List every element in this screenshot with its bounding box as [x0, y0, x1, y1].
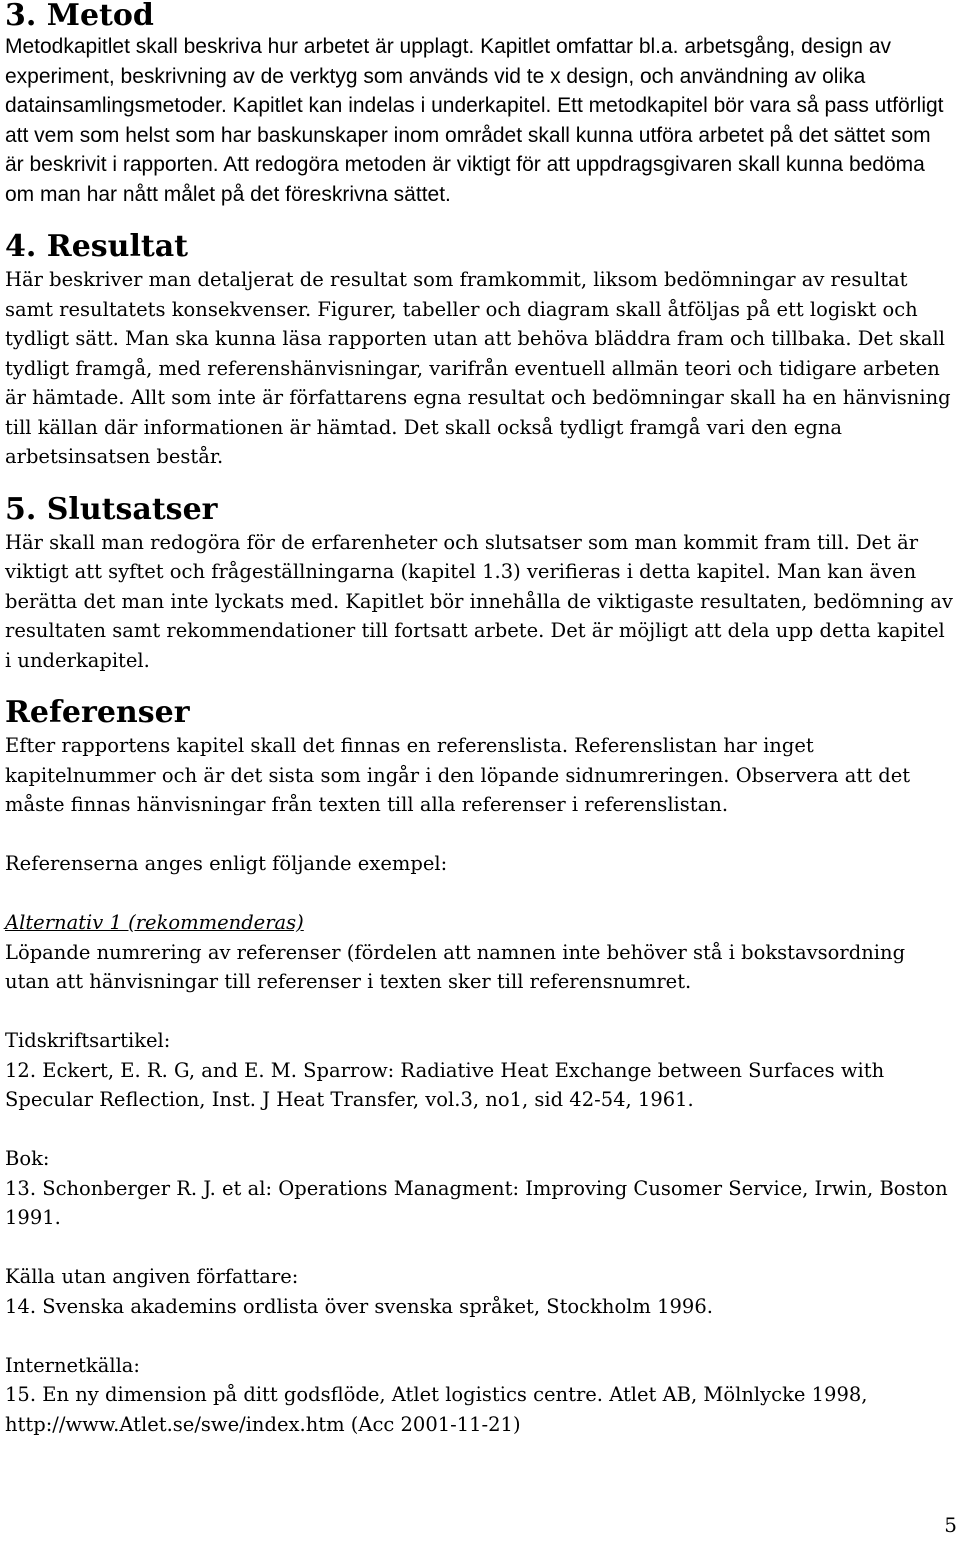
reference-text: 15. En ny dimension på ditt godsflöde, Atlet logistics centre. Atlet AB, Mölnlycke 1998, http://www.Atlet.se/swe/index.htm (Acc 2001-11-21) [5, 1383, 868, 1436]
reference-entry [5, 1351, 955, 1440]
alternative-title: Alternativ 1 (rekommenderas) [5, 911, 304, 934]
section-heading-referenser: Referenser [5, 695, 190, 730]
reference-type-label: Källa utan angiven författare: [5, 1265, 299, 1288]
section-slutsatser [5, 491, 955, 676]
alternative-body: Löpande numrering av referenser (fördelen att namnen inte behöver stå i bokstavsordning utan att hänvisningar till referenser i texten sker till referensnumret. [5, 940, 906, 993]
section-heading-metod: 3. Metod [5, 0, 154, 33]
document-page [5, 0, 955, 1439]
reference-entry [5, 1026, 955, 1115]
reference-text: 14. Svenska akademins ordlista över svenska språket, Stockholm 1996. [5, 1294, 713, 1318]
reference-type-label: Bok: [5, 1147, 50, 1170]
reference-entry [5, 1144, 955, 1233]
section-body-resultat: Här beskriver man detaljerat de resultat som framkommit, liksom bedömningar av resultat samt resultatets konsekvenser. Figurer, tabeller och diagram skall åtföljas på ett logiskt och tydligt sätt. Man ska kunna läsa rapporten utan att behöva bläddra fram och tillbaka. Det skall tydligt framgå, med referenshänvisningar, varifrån eventuell allmän teori och tidigare arbeten är hämtade. Allt som inte är författarens egna resultat och bedömningar skall ha en hänvisning till källan där informationen är hämtad. Det skall också tydligt framgå vari den egna arbetsinsatsen består. [5, 268, 951, 468]
section-heading-resultat: 4. Resultat [5, 229, 189, 264]
section-resultat [5, 231, 955, 472]
reference-text: 13. Schonberger R. J. et al: Operations Managment: Improving Cusomer Service, Irwin, Boston 1991. [5, 1176, 948, 1229]
section-body-slutsatser: Här skall man redogöra för de erfarenheter och slutsatser som man kommit fram till. Det är viktigt att syftet och frågeställningarna (kapitel 1.3) verifieras i detta kapitel. Man kan även berätta det man inte lyckats med. Kapitlet bör innehålla de viktigaste resultaten, bedömning av resultaten samt rekommendationer till fortsatt arbete. Det är möjligt att dela upp detta kapitel i underkapitel. [5, 530, 953, 672]
section-metod [5, 0, 955, 209]
page-number: 5 [944, 1513, 957, 1537]
section-body-metod: Metodkapitlet skall beskriva hur arbetet är upplagt. Kapitlet omfattar bl.a. arbetsgång, design av experiment, beskrivning av de verktyg som används vid te x design, och användning av olika datainsamlingsmetoder. Kapitlet kan indelas i underkapitel. Ett metodkapitel bör vara så pass utförligt att vem som helst som har baskunskaper inom området skall kunna utföra arbetet på det sättet som är beskrivit i rapporten. Att redogöra metoden är viktigt för att uppdragsgivaren skall kunna bedöma om man har nått målet på det föreskrivna sättet. [5, 35, 944, 206]
reference-entry [5, 1262, 955, 1321]
examples-intro: Referenserna anges enligt följande exempel: [5, 852, 448, 875]
reference-text: 12. Eckert, E. R. G, and E. M. Sparrow: Radiative Heat Exchange between Surfaces with Specular Reflection, Inst. J Heat Transfer, vol.3, no1, sid 42-54, 1961. [5, 1058, 885, 1111]
section-heading-slutsatser: 5. Slutsatser [5, 491, 218, 527]
reference-type-label: Tidskriftsartikel: [5, 1029, 171, 1052]
section-body-referenser: Efter rapportens kapitel skall det finnas en referenslista. Referenslistan har inget kapitelnummer och är det sista som ingår i den löpande sidnumreringen. Observera att det måste finnas hänvisningar från texten till alla referenser i referenslistan. [5, 734, 911, 816]
section-referenser [5, 697, 955, 1439]
reference-type-label: Internetkälla: [5, 1353, 141, 1377]
